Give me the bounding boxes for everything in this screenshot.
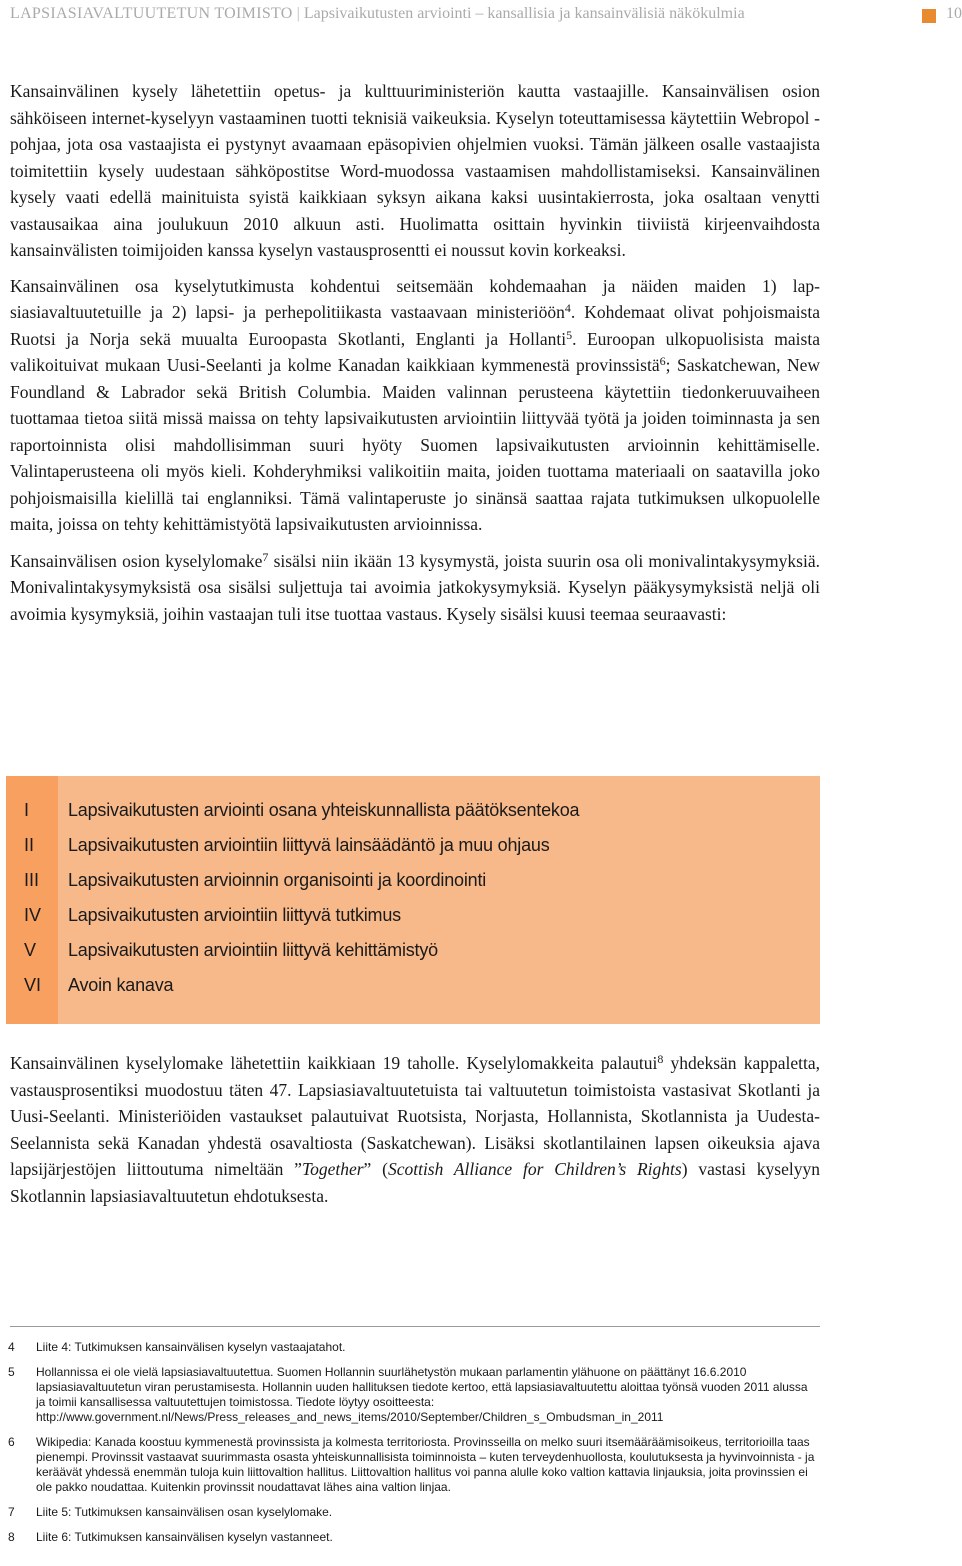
footnote-text: Liite 4: Tutkimuksen kansainvälisen kyselyn vastaajatahot. bbox=[36, 1340, 346, 1354]
footnote-ref: 6 bbox=[659, 354, 666, 368]
theme-label: Lapsivaikutusten arvioinnin organisointi ja koordinointi bbox=[68, 870, 487, 890]
paragraph-text: . Euroopan ulkopuolisista maista valikoituivat mukaan Uusi-Seelanti ja kolme Kanadan kaikkiaan kymmenestä provinssistä bbox=[10, 328, 820, 375]
theme-number: VI bbox=[24, 975, 42, 995]
footnotes bbox=[8, 1340, 820, 1555]
theme-row bbox=[6, 934, 820, 966]
footnote-number: 4 bbox=[8, 1340, 15, 1354]
footnote bbox=[8, 1365, 820, 1425]
header-accent-square bbox=[922, 9, 936, 23]
header-separator: | bbox=[296, 5, 300, 22]
paragraph bbox=[10, 548, 820, 628]
paragraph-text: Kansainvälinen kyselylomake lähetettiin kaikkiaan 19 taholle. Kyselylomakkeita palautui bbox=[10, 1053, 658, 1073]
paragraph-text: ; Saskatchewan, New Foundland & Labrador sekä British Columbia. Maiden valinnan perusteena käytettiin tiedonkeruuvaiheen tuottamaa tietoa siitä missä maissa on tehty lapsivaikutusten arviointiin liittyvää työtä ja joiden toiminnasta ja sen raportoinnista olisi mahdollisimman suuri hyöty Suomen lapsivaikutusten arvioinnin kehittämiselle. Valintaperusteena oli myös kieli. Kohderyhmiksi valikoitiin maita, joiden tuottama materiaali on saatavilla joko pohjoismaisilla kielillä tai englanniksi. Tämä valintaperuste jo sinänsä saattaa rajata tutkimuksen ulkopuolelle maita, joissa on tehty kehittämistyötä lapsivaikutusten arvioinnissa. bbox=[10, 355, 820, 534]
header-section: LAPSIASIAVALTUUTETUN TOIMISTO bbox=[10, 5, 293, 22]
footnote-ref: 5 bbox=[566, 327, 573, 342]
theme-row bbox=[6, 794, 820, 826]
footnote-text: Liite 5: Tutkimuksen kansainvälisen osan kyselylomake. bbox=[36, 1505, 333, 1519]
header-title: Lapsivaikutusten arviointi – kansallisia ja kansainvälisiä näkökulmia bbox=[303, 5, 745, 22]
footnote-ref: 4 bbox=[564, 301, 571, 315]
page-number: 10 bbox=[946, 5, 962, 22]
footnote-number: 7 bbox=[8, 1505, 15, 1519]
closing-text bbox=[10, 1050, 820, 1209]
footnote-number: 8 bbox=[8, 1530, 15, 1544]
emphasis: Scottish Alliance for Children’s Rights bbox=[387, 1159, 682, 1179]
themes-table bbox=[6, 776, 820, 1024]
paragraph bbox=[10, 273, 820, 538]
footnote-number: 6 bbox=[8, 1435, 15, 1449]
paragraph-text: Kansainvälisen osion kyselylomake bbox=[10, 550, 263, 571]
footnote-divider bbox=[10, 1326, 820, 1327]
theme-number: IV bbox=[24, 905, 42, 925]
footnote bbox=[8, 1340, 820, 1355]
theme-label: Avoin kanava bbox=[68, 975, 174, 995]
theme-row bbox=[6, 899, 820, 931]
footnote-ref: 7 bbox=[262, 549, 269, 564]
theme-row bbox=[6, 864, 820, 896]
footnote-text: Hollannissa ei ole vielä lapsiasiavaltuutettua. Suomen Hollannin suurlähetystön mukaan parlamentin ylähuone on päättänyt 16.6.2010 lapsiasiavaltuutetun viran perustamisesta. Hollannin uuden hallituksen tiedote kertoo, että lapsiasiavaltuutettu aloittaa työnsä vuoden 2011 alussa ja toimii kansallisessa valtuutettujen toimistossa. Tiedote löytyy osoitteesta: http://www.government.nl/News/Press_releases_and_news_items/2010/September/Children_s_Ombudsman_in_2011 bbox=[36, 1365, 808, 1424]
paragraph-text: . Kohdemaat olivat pohjoismaista Ruotsi ja Norja sekä muualta Euroopasta Skotlanti, Englanti ja Hollanti bbox=[10, 302, 820, 349]
paragraph-text: Kansainvälinen osa kyselytutkimusta kohdentui seitsemään kohdemaahan ja näiden maiden 1) lapsiasiavaltuutetuille ja 2) lapsi- ja perhepolitiikasta vastaavaan ministeriöön bbox=[10, 275, 820, 322]
theme-label: Lapsivaikutusten arviointiin liittyvä kehittämistyö bbox=[68, 940, 438, 960]
theme-label: Lapsivaikutusten arviointiin liittyvä tutkimus bbox=[68, 905, 401, 925]
paragraph-text: ) vastasi kyselyyn Skotlannin lapsiasiavaltuutetun ehdotuksesta. bbox=[10, 1159, 820, 1206]
paragraph-text: ” ( bbox=[363, 1159, 388, 1179]
footnote bbox=[8, 1435, 820, 1495]
theme-number: V bbox=[24, 940, 37, 960]
running-header bbox=[10, 5, 962, 29]
paragraph-text: sisälsi niin ikään 13 kysymystä, joista suurin osa oli monivalintakysymyksiä. Monivalintakysymyksistä osa sisälsi suljettuja tai avoimia jatkokysymyksiä. Kyselyn pääkysymyksistä neljä oli avoimia kysymyksiä, joihin vastaajan tuli itse tuottaa vastaus. Kysely sisälsi kuusi teemaa seuraavasti: bbox=[10, 550, 820, 624]
paragraph: Kansainvälinen kysely lähetettiin opetus- ja kulttuuriministeriön kautta vastaajille. Kansainvälisen osion sähköiseen internet-kyselyyn vastaaminen tuotti teknisiä vaikeuksia. Kyselyn toteuttamisessa käytettiin Webropol -pohjaa, jota osa vastaajista ei pystynyt avaamaan epäsopivien ohjelmien vuoksi. Tämän jälkeen osalle vastaajista toimitettiin kysely uudestaan sähköpostitse Word-muodossa vastaamisen mahdollistamiseksi. Kansainvälinen kysely vaati edellä mainituista syistä kaikkiaan syksyn aikana kaksi uusintakierrosta, joka osaltaan venytti vastausaikaa aina joulukuun 2010 alkuun asti. Huolimatta osittain hyvinkin tiiviistä kirjeenvaihdosta kansainvälisten toimijoiden kanssa kyselyn vastausprosentti ei noussut kovin korkeaksi. bbox=[10, 81, 820, 260]
footnote-ref: 8 bbox=[657, 1052, 664, 1066]
emphasis: Together bbox=[301, 1159, 364, 1179]
footnote-text: Liite 6: Tutkimuksen kansainvälisen kyselyn vastanneet. bbox=[36, 1530, 333, 1544]
theme-number: III bbox=[24, 870, 40, 890]
paragraph bbox=[10, 1050, 820, 1209]
theme-label: Lapsivaikutusten arviointiin liittyvä lainsäädäntö ja muu ohjaus bbox=[68, 835, 550, 855]
theme-label: Lapsivaikutusten arviointi osana yhteiskunnallista päätöksentekoa bbox=[68, 800, 580, 820]
main-text bbox=[10, 78, 820, 627]
paragraph-text: yhdeksän kappaletta, vastausprosentiksi muodostuu täten 47. Lapsiasiavaltuutetuista tai valtuutetun toimistoista vastasivat Skotlanti ja Uusi-Seelanti. Ministeriöiden vastaukset palautuivat Ruotsista, Norjasta, Hollannista, Skotlannista ja Uudesta-Seelannista sekä Kanadan yhdestä osavaltiosta (Saskatchewan). Lisäksi skotlantilainen lapsen oikeuksia ajava lapsijärjestöjen liittoutuma nimeltään ” bbox=[10, 1053, 820, 1179]
theme-row bbox=[6, 829, 820, 861]
theme-row bbox=[6, 969, 820, 1001]
footnote bbox=[8, 1505, 820, 1520]
footnote bbox=[8, 1530, 820, 1545]
theme-number: II bbox=[24, 835, 35, 855]
footnote-number: 5 bbox=[8, 1365, 15, 1379]
theme-number: I bbox=[24, 800, 30, 820]
footnote-text: Wikipedia: Kanada koostuu kymmenestä provinssista ja kolmesta territoriosta. Provinsseilla on melko suuri itsemääräämisoikeus, territorioilla taas pienempi. Provinssit vastaavat suurimmasta osasta yhteiskunnallisista toiminnoista – kuten terveydenhuollosta, koulutuksesta ja hyvinvoinnista - ja keräävät yhdessä enemmän tuloja kuin liittovaltion hallitus. Liittovaltion hallitus voi panna alulle koko valtion kattavia linjauksia, joita provinssien ei ole pakko noudattaa. Kuitenkin provinssit noudattavat lähes aina valtion linjaa. bbox=[36, 1435, 815, 1494]
